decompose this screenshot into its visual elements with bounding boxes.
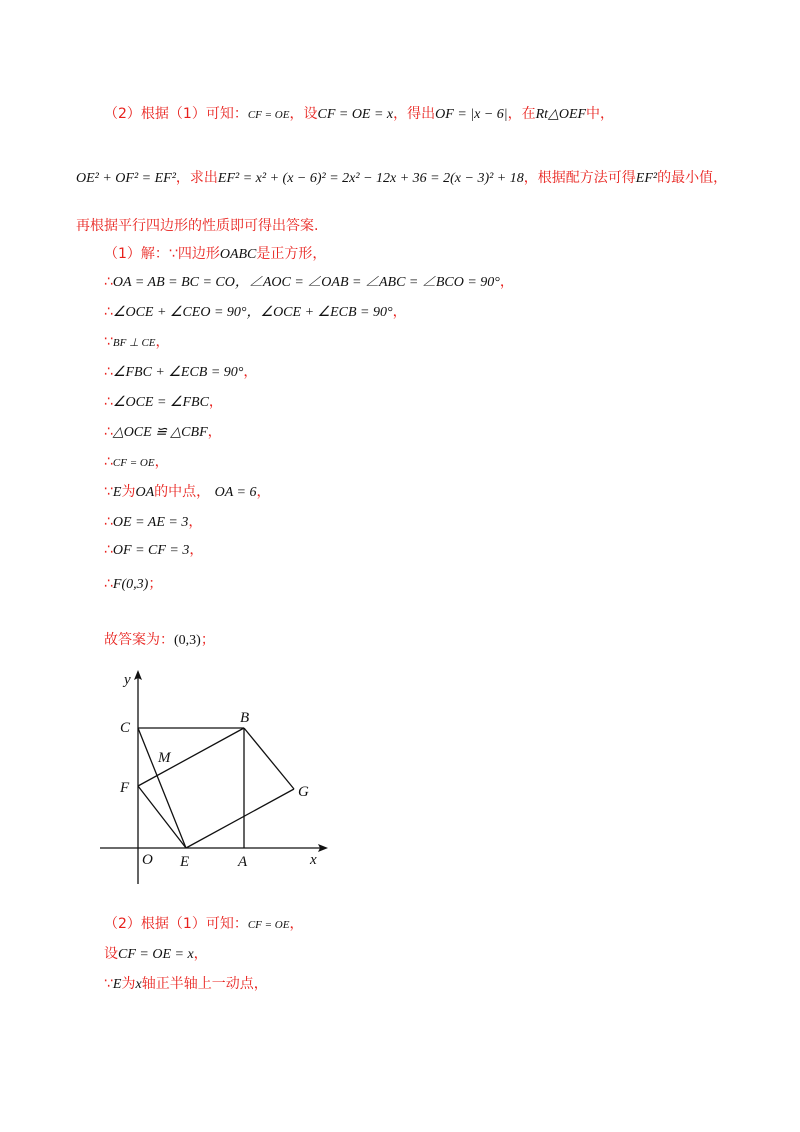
solution-line-10: ∴OE = AE = 3， bbox=[104, 514, 203, 530]
segment-ge bbox=[186, 789, 294, 848]
segment-bf bbox=[138, 728, 244, 786]
answer-line: 故答案为：(0,3)； bbox=[104, 632, 215, 648]
hint-line-3: 再根据平行四边形的性质即可得出答案. bbox=[76, 218, 319, 234]
label-x: x bbox=[310, 852, 317, 868]
part2-line-3: ∵E为x轴正半轴上一动点， bbox=[104, 976, 268, 992]
part2-line-1: （2）根据（1）可知：CF = OE， bbox=[104, 916, 304, 932]
hint-line-2: OE² + OF² = EF²，求出EF² = x² + (x − 6)² = 2x² − 12x + 36 = 2(x − 3)² + 18，根据配方法可得EF²的最小值， bbox=[76, 170, 728, 186]
solution-line-9: ∵E为OA的中点， OA = 6， bbox=[104, 484, 271, 500]
label-b: B bbox=[240, 710, 250, 726]
part2-line-2: 设CF = OE = x， bbox=[104, 946, 208, 962]
label-y: y bbox=[124, 672, 131, 688]
segment-bg bbox=[244, 728, 294, 789]
solution-line-1: （1）解：∵四边形OABC是正方形， bbox=[104, 246, 327, 262]
solution-line-6: ∴∠OCE = ∠FBC， bbox=[104, 394, 223, 410]
solution-line-12: ∴F(0,3)； bbox=[104, 576, 163, 592]
geometry-figure bbox=[90, 668, 340, 890]
label-e: E bbox=[180, 854, 190, 870]
label-c: C bbox=[120, 720, 131, 736]
label-m: M bbox=[158, 750, 171, 766]
label-g: G bbox=[298, 784, 309, 800]
solution-line-5: ∴∠FBC + ∠ECB = 90°， bbox=[104, 364, 258, 380]
segment-fe bbox=[138, 786, 186, 848]
solution-line-4: ∵BF ⊥ CE， bbox=[104, 334, 170, 350]
label-a: A bbox=[238, 854, 248, 870]
label-f: F bbox=[120, 780, 130, 796]
solution-line-11: ∴OF = CF = 3， bbox=[104, 542, 204, 558]
solution-line-2: ∴OA = AB = BC = CO，∠AOC = ∠OAB = ∠ABC = ∠BCO = 90°， bbox=[104, 274, 514, 290]
solution-line-7: ∴△OCE ≌ △CBF， bbox=[104, 424, 222, 440]
solution-line-3: ∴∠OCE + ∠CEO = 90°，∠OCE + ∠ECB = 90°， bbox=[104, 304, 407, 320]
segment-ce bbox=[138, 728, 186, 848]
solution-line-8: ∴CF = OE， bbox=[104, 454, 169, 470]
label-o: O bbox=[142, 852, 153, 868]
hint-line-1: （2）根据（1）可知：CF = OE，设CF = OE = x，得出OF = |x − 6|，在Rt△OEF中， bbox=[104, 106, 615, 122]
